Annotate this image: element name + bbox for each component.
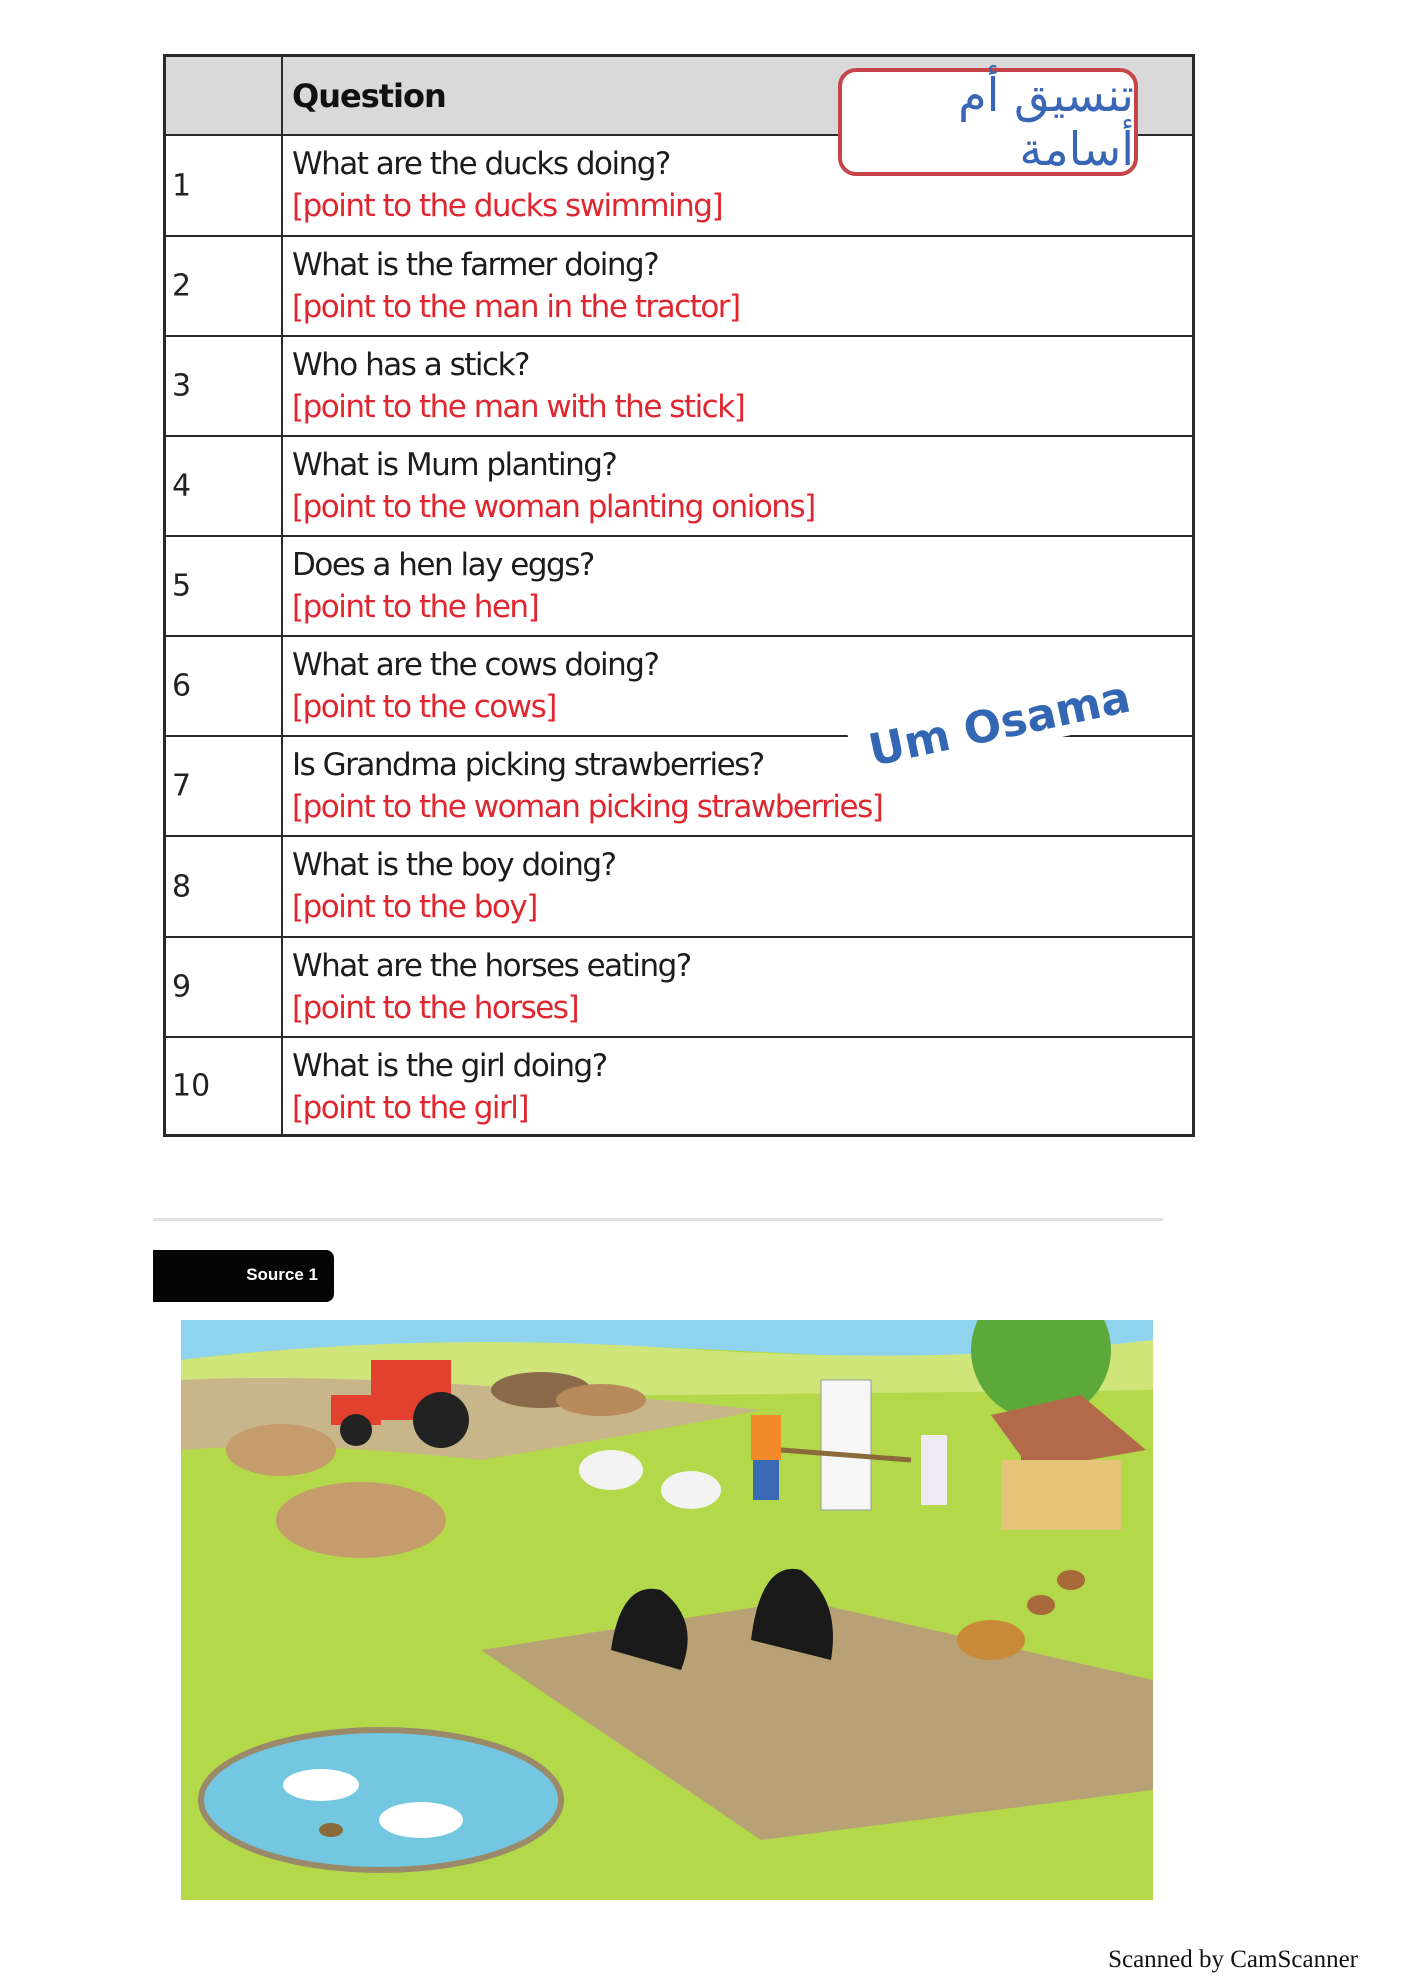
row-number: 7: [172, 768, 192, 804]
question-hint: [point to the girl]: [292, 1090, 528, 1126]
row-number: 3: [172, 368, 192, 404]
arabic-stamp: [838, 68, 1138, 176]
question-text: What is the boy doing?: [292, 847, 616, 883]
table-row: [166, 535, 1192, 635]
question-text: Does a hen lay eggs?: [292, 547, 594, 583]
table-row: [166, 835, 1192, 936]
girl: [921, 1435, 947, 1505]
row-number: 5: [172, 568, 192, 604]
row-number: 4: [172, 468, 192, 504]
question-hint: [point to the woman picking strawberries]: [292, 789, 883, 825]
table-row: [166, 735, 1192, 835]
cow-left: [226, 1424, 336, 1476]
question-hint: [point to the woman planting onions]: [292, 489, 815, 525]
question-hint: [point to the hen]: [292, 589, 539, 625]
question-hint: [point to the cows]: [292, 689, 556, 725]
source-tag: [153, 1250, 334, 1302]
question-hint: [point to the horses]: [292, 990, 579, 1026]
question-hint: [point to the ducks swimming]: [292, 188, 723, 224]
row-number: 8: [172, 869, 192, 904]
question-text: What are the cows doing?: [292, 647, 659, 683]
um-osama-watermark: Um Osama: [847, 668, 1153, 781]
number-column-header: [166, 57, 283, 134]
farm-scene-illustration: [181, 1320, 1153, 1900]
question-text: What is Mum planting?: [292, 447, 617, 483]
question-text: What are the ducks doing?: [292, 146, 670, 182]
cow-front: [276, 1482, 446, 1558]
section-divider: [153, 1218, 1163, 1221]
question-column-header: Question: [292, 77, 446, 115]
question-text: What is the girl doing?: [292, 1048, 607, 1084]
source-label: Source 1: [246, 1265, 318, 1284]
stamp-text: تنسيق أم أسامة: [958, 68, 1134, 176]
scanner-footer: Scanned by CamScanner: [1108, 1946, 1358, 1973]
row-number: 1: [172, 168, 192, 203]
table-row: [166, 335, 1192, 435]
duck-pond: [201, 1730, 561, 1870]
row-number: 10: [172, 1068, 211, 1104]
strawberry-basket: [957, 1620, 1025, 1660]
question-text: What are the horses eating?: [292, 948, 691, 984]
question-table: [163, 54, 1195, 1137]
row-number: 6: [172, 668, 192, 704]
question-hint: [point to the boy]: [292, 889, 537, 925]
table-row: [166, 1036, 1192, 1134]
table-row: [166, 936, 1192, 1036]
row-number: 9: [172, 969, 192, 1005]
boy: [751, 1415, 781, 1500]
question-text: Who has a stick?: [292, 347, 529, 383]
table-row: [166, 235, 1192, 335]
row-number: 2: [172, 268, 192, 304]
question-hint: [point to the man in the tractor]: [292, 289, 740, 325]
table-row: [166, 435, 1192, 535]
question-text: Is Grandma picking strawberries?: [292, 747, 764, 783]
question-hint: [point to the man with the stick]: [292, 389, 745, 425]
question-text: What is the farmer doing?: [292, 247, 659, 283]
